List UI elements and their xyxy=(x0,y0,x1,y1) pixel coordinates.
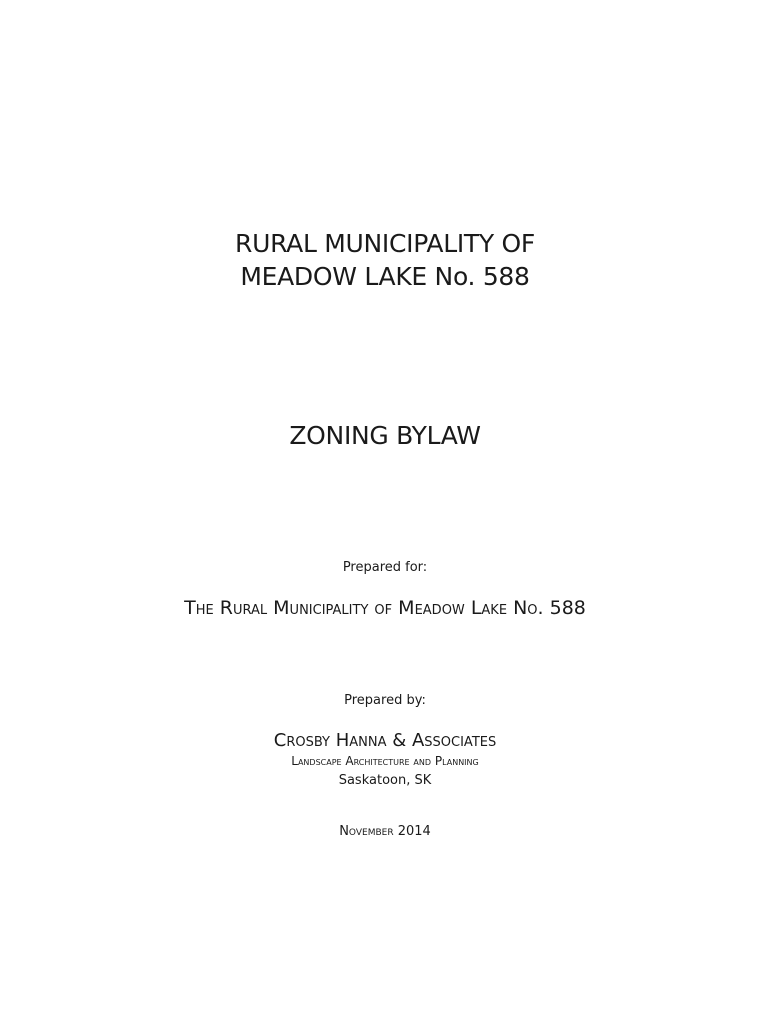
firm-description: Landscape Architecture and Planning xyxy=(291,754,479,768)
document-type-heading: ZONING BYLAW xyxy=(289,421,481,450)
client-name: The Rural Municipality of Meadow Lake No. 588 xyxy=(184,597,586,619)
municipality-title-line-1: RURAL MUNICIPALITY OF xyxy=(235,229,535,258)
municipality-title-line-2: MEADOW LAKE No. 588 xyxy=(240,262,530,291)
prepared-by-label: Prepared by: xyxy=(344,693,426,708)
prepared-for-label: Prepared for: xyxy=(342,560,428,575)
publication-date: November 2014 xyxy=(339,824,431,839)
firm-name: Crosby Hanna & Associates xyxy=(273,730,497,751)
firm-location: Saskatoon, SK xyxy=(338,773,432,788)
